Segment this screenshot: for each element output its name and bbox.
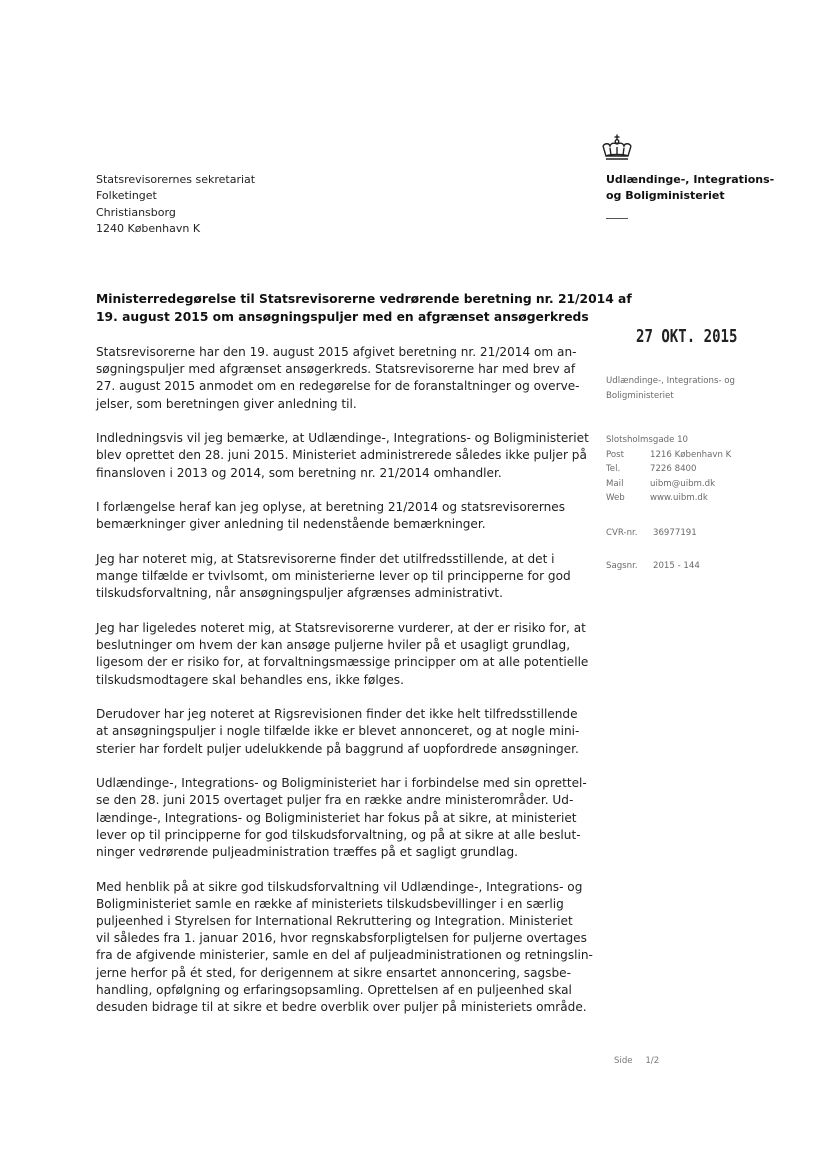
body-paragraph (96, 775, 596, 861)
paragraph-line: blev oprettet den 28. juni 2015. Ministeriet administrerede således ikke puljer på (96, 448, 587, 463)
contact-row (606, 448, 806, 463)
contact-value: 7226 8400 (650, 464, 697, 474)
contact-row (606, 477, 806, 492)
subject-line: 19. august 2015 om ansøgningspuljer med en afgrænset ansøgerkreds (96, 310, 589, 324)
cvr-label: CVR-nr. (606, 527, 638, 538)
paragraph-line: I forlængelse heraf kan jeg oplyse, at beretning 21/2014 og statsrevisorernes (96, 500, 566, 515)
page-label: Side (614, 1056, 633, 1066)
email-link[interactable]: uibm@uibm.dk (650, 478, 716, 489)
contact-block (606, 433, 806, 506)
paragraph-line: Jeg har noteret mig, at Statsrevisorerne finder det utilfredsstillende, at det i (96, 552, 555, 566)
paragraph-line: Boligministeriet samle en række af ministeriets tilskudsbevillinger i en særlig (96, 896, 564, 911)
body-paragraph (96, 879, 596, 1017)
subject-line: Ministerredegørelse til Statsrevisorerne vedrørende beretning nr. 21/2014 af (96, 292, 632, 306)
paragraph-line: at ansøgningspuljer i nogle tilfælde ikke er blevet annonceret, og at nogle mini- (96, 724, 580, 739)
recipient-address (96, 172, 255, 237)
paragraph-line: handling, opfølgning og erfaringsopsamling. Oprettelsen af en puljeenhed skal (96, 982, 572, 997)
contact-row (606, 491, 806, 506)
paragraph-line: se den 28. juni 2015 overtaget puljer fra en række andre ministerområder. Ud- (96, 793, 574, 808)
recipient-line: Folketinget (96, 189, 157, 203)
paragraph-line: 27. august 2015 anmodet om en redegørelse for de foranstaltninger og overve- (96, 379, 580, 394)
paragraph-line: tilskudsmodtagere skal behandles ens, ikke følges. (96, 672, 404, 687)
recipient-line: Christiansborg (96, 205, 176, 219)
contact-row (606, 462, 806, 477)
paragraph-line: vil således fra 1. januar 2016, hvor regnskabsforpligtelsen for puljerne overtages (96, 931, 587, 946)
letter-subject (96, 290, 632, 326)
paragraph-line: ninger vedrørende puljeadministration træffes på et sagligt grundlag. (96, 845, 519, 860)
street-address: Slotsholmsgade 10 (606, 435, 689, 445)
sender-department (606, 374, 806, 404)
royal-crown-icon (600, 134, 634, 164)
paragraph-line: jerne herfor på ét sted, for derigennem at sikre ensartet annoncering, sagsbe- (96, 965, 571, 980)
ministry-name (606, 172, 796, 204)
paragraph-line: Jeg har ligeledes noteret mig, at Statsrevisorerne vurderer, at der er risiko for, at (96, 621, 586, 635)
paragraph-line: Udlændinge-, Integrations- og Boligministeriet har i forbindelse med sin oprettel- (96, 776, 587, 791)
body-paragraph (96, 430, 596, 482)
paragraph-line: lever op til principperne for god tilskudsforvaltning, og på at sikre at alle beslut- (96, 827, 581, 842)
paragraph-line: jelser, som beretningen giver anledning til. (96, 396, 357, 411)
page-number (614, 1056, 669, 1066)
paragraph-line: puljeenhed i Styrelsen for International Rekruttering og Integration. Ministeriet (96, 914, 573, 929)
cvr-value: 36977191 (653, 527, 697, 538)
recipient-line: 1240 København K (96, 221, 201, 235)
contact-label: Mail (606, 478, 624, 489)
ministry-name-line: og Boligministeriet (606, 189, 725, 202)
paragraph-line: sterier har fordelt puljer udelukkende på baggrund af uopfordrede ansøgninger. (96, 741, 579, 756)
contact-value: 1216 København K (650, 449, 732, 460)
paragraph-line: mange tilfælde er tvivlsomt, om ministerierne lever op til principperne for god (96, 569, 571, 584)
body-paragraph (96, 706, 596, 758)
paragraph-line: bemærkninger giver anledning til nedenstående bemærkninger. (96, 517, 486, 532)
case-number-label: Sagsnr. (606, 560, 638, 571)
paragraph-line: tilskudsforvaltning, når ansøgningspuljer afgrænses administrativt. (96, 586, 503, 601)
paragraph-line: fra de afgivende ministerier, samle en del af puljeadministrationen og retningslin- (96, 948, 593, 963)
paragraph-line: søgningspuljer med afgrænset ansøgerkreds. Statsrevisorerne har med brev af (96, 362, 576, 377)
contact-label: Web (606, 493, 625, 503)
paragraph-line: Derudover har jeg noteret at Rigsrevisionen finder det ikke helt tilfredsstillende (96, 707, 578, 722)
paragraph-line: desuden bidrage til at sikre et bedre overblik over puljer på ministeriets område. (96, 1000, 587, 1015)
body-paragraph (96, 499, 596, 533)
paragraph-line: Statsrevisorerne har den 19. august 2015 afgivet beretning nr. 21/2014 om an- (96, 345, 577, 359)
ministry-divider (606, 218, 628, 219)
website-link[interactable]: www.uibm.dk (650, 493, 708, 503)
body-paragraph (96, 344, 596, 413)
department-line: Udlændinge-, Integrations- og (606, 376, 735, 386)
recipient-line: Statsrevisorernes sekretariat (96, 173, 256, 186)
received-date-stamp: 27 OKT. 2015 (636, 326, 738, 347)
page-value: 1/2 (645, 1056, 660, 1066)
paragraph-line: lændinge-, Integrations- og Boligministeriet har fokus på at sikre, at ministeriet (96, 810, 577, 825)
ministry-name-line: Udlændinge-, Integrations- (606, 173, 775, 186)
paragraph-line: beslutninger om hvem der kan ansøge puljerne hviler på et usagligt grundlag, (96, 638, 571, 653)
paragraph-line: Indledningsvis vil jeg bemærke, at Udlændinge-, Integrations- og Boligministeriet (96, 431, 589, 446)
paragraph-line: Med henblik på at sikre god tilskudsforvaltning vil Udlændinge-, Integrations- og (96, 879, 583, 894)
contact-label: Tel. (606, 464, 621, 474)
paragraph-line: ligesom der er risiko for, at forvaltningsmæssige principper om at alle potentielle (96, 655, 589, 670)
sender-sidebar (606, 374, 806, 573)
body-paragraph (96, 620, 596, 689)
department-line: Boligministeriet (606, 391, 674, 401)
case-number-value: 2015 - 144 (653, 560, 700, 571)
reference-block (606, 526, 806, 573)
paragraph-line: finansloven i 2013 og 2014, som beretning nr. 21/2014 omhandler. (96, 465, 502, 480)
contact-label: Post (606, 449, 624, 460)
body-paragraph (96, 551, 596, 603)
letter-body (96, 344, 596, 1034)
